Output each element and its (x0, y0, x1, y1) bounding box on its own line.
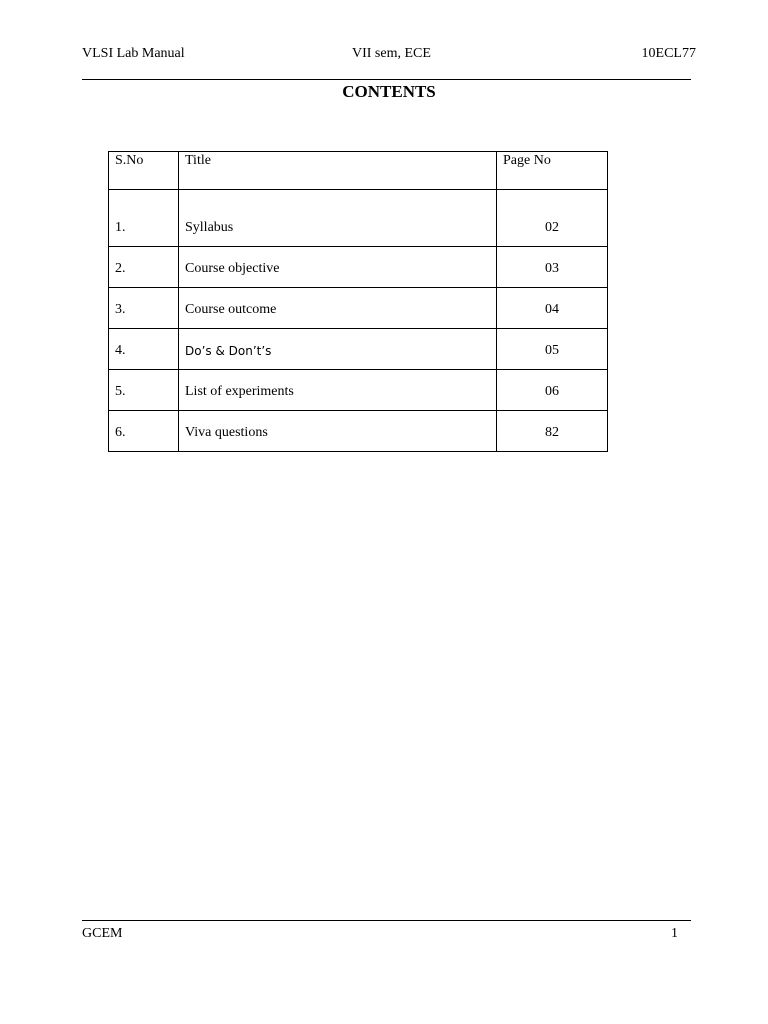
row-page: 04 (497, 288, 608, 329)
row-page: 82 (497, 411, 608, 452)
header-divider (82, 79, 691, 80)
row-title: List of experiments (179, 370, 497, 411)
column-header-sno: S.No (109, 152, 179, 190)
page-title: CONTENTS (342, 82, 436, 101)
row-sno: 2. (109, 247, 179, 288)
row-page: 03 (497, 247, 608, 288)
row-title: Do’s & Don’t’s (179, 329, 497, 370)
table-header-row (109, 152, 608, 190)
row-title: Viva questions (179, 411, 497, 452)
row-title: Course outcome (179, 288, 497, 329)
table-row (109, 190, 608, 247)
row-title: Course objective (179, 247, 497, 288)
row-page: 05 (497, 329, 608, 370)
page-header (82, 46, 696, 66)
row-title: Syllabus (179, 190, 497, 247)
page-number: 1 (671, 926, 678, 941)
table-row (109, 247, 608, 288)
row-sno: 5. (109, 370, 179, 411)
footer-institution: GCEM (82, 926, 123, 941)
row-page: 06 (497, 370, 608, 411)
table-row (109, 411, 608, 452)
row-sno: 3. (109, 288, 179, 329)
footer-divider (82, 920, 691, 921)
row-sno: 1. (109, 190, 179, 247)
header-course-code: 10ECL77 (641, 46, 696, 61)
contents-table (108, 151, 608, 452)
table-row (109, 370, 608, 411)
column-header-title: Title (179, 152, 497, 190)
row-page: 02 (497, 190, 608, 247)
row-sno: 4. (109, 329, 179, 370)
table-row (109, 329, 608, 370)
header-semester: VII sem, ECE (352, 46, 431, 61)
row-sno: 6. (109, 411, 179, 452)
header-manual-title: VLSI Lab Manual (82, 46, 185, 61)
column-header-page: Page No (497, 152, 608, 190)
table-row (109, 288, 608, 329)
